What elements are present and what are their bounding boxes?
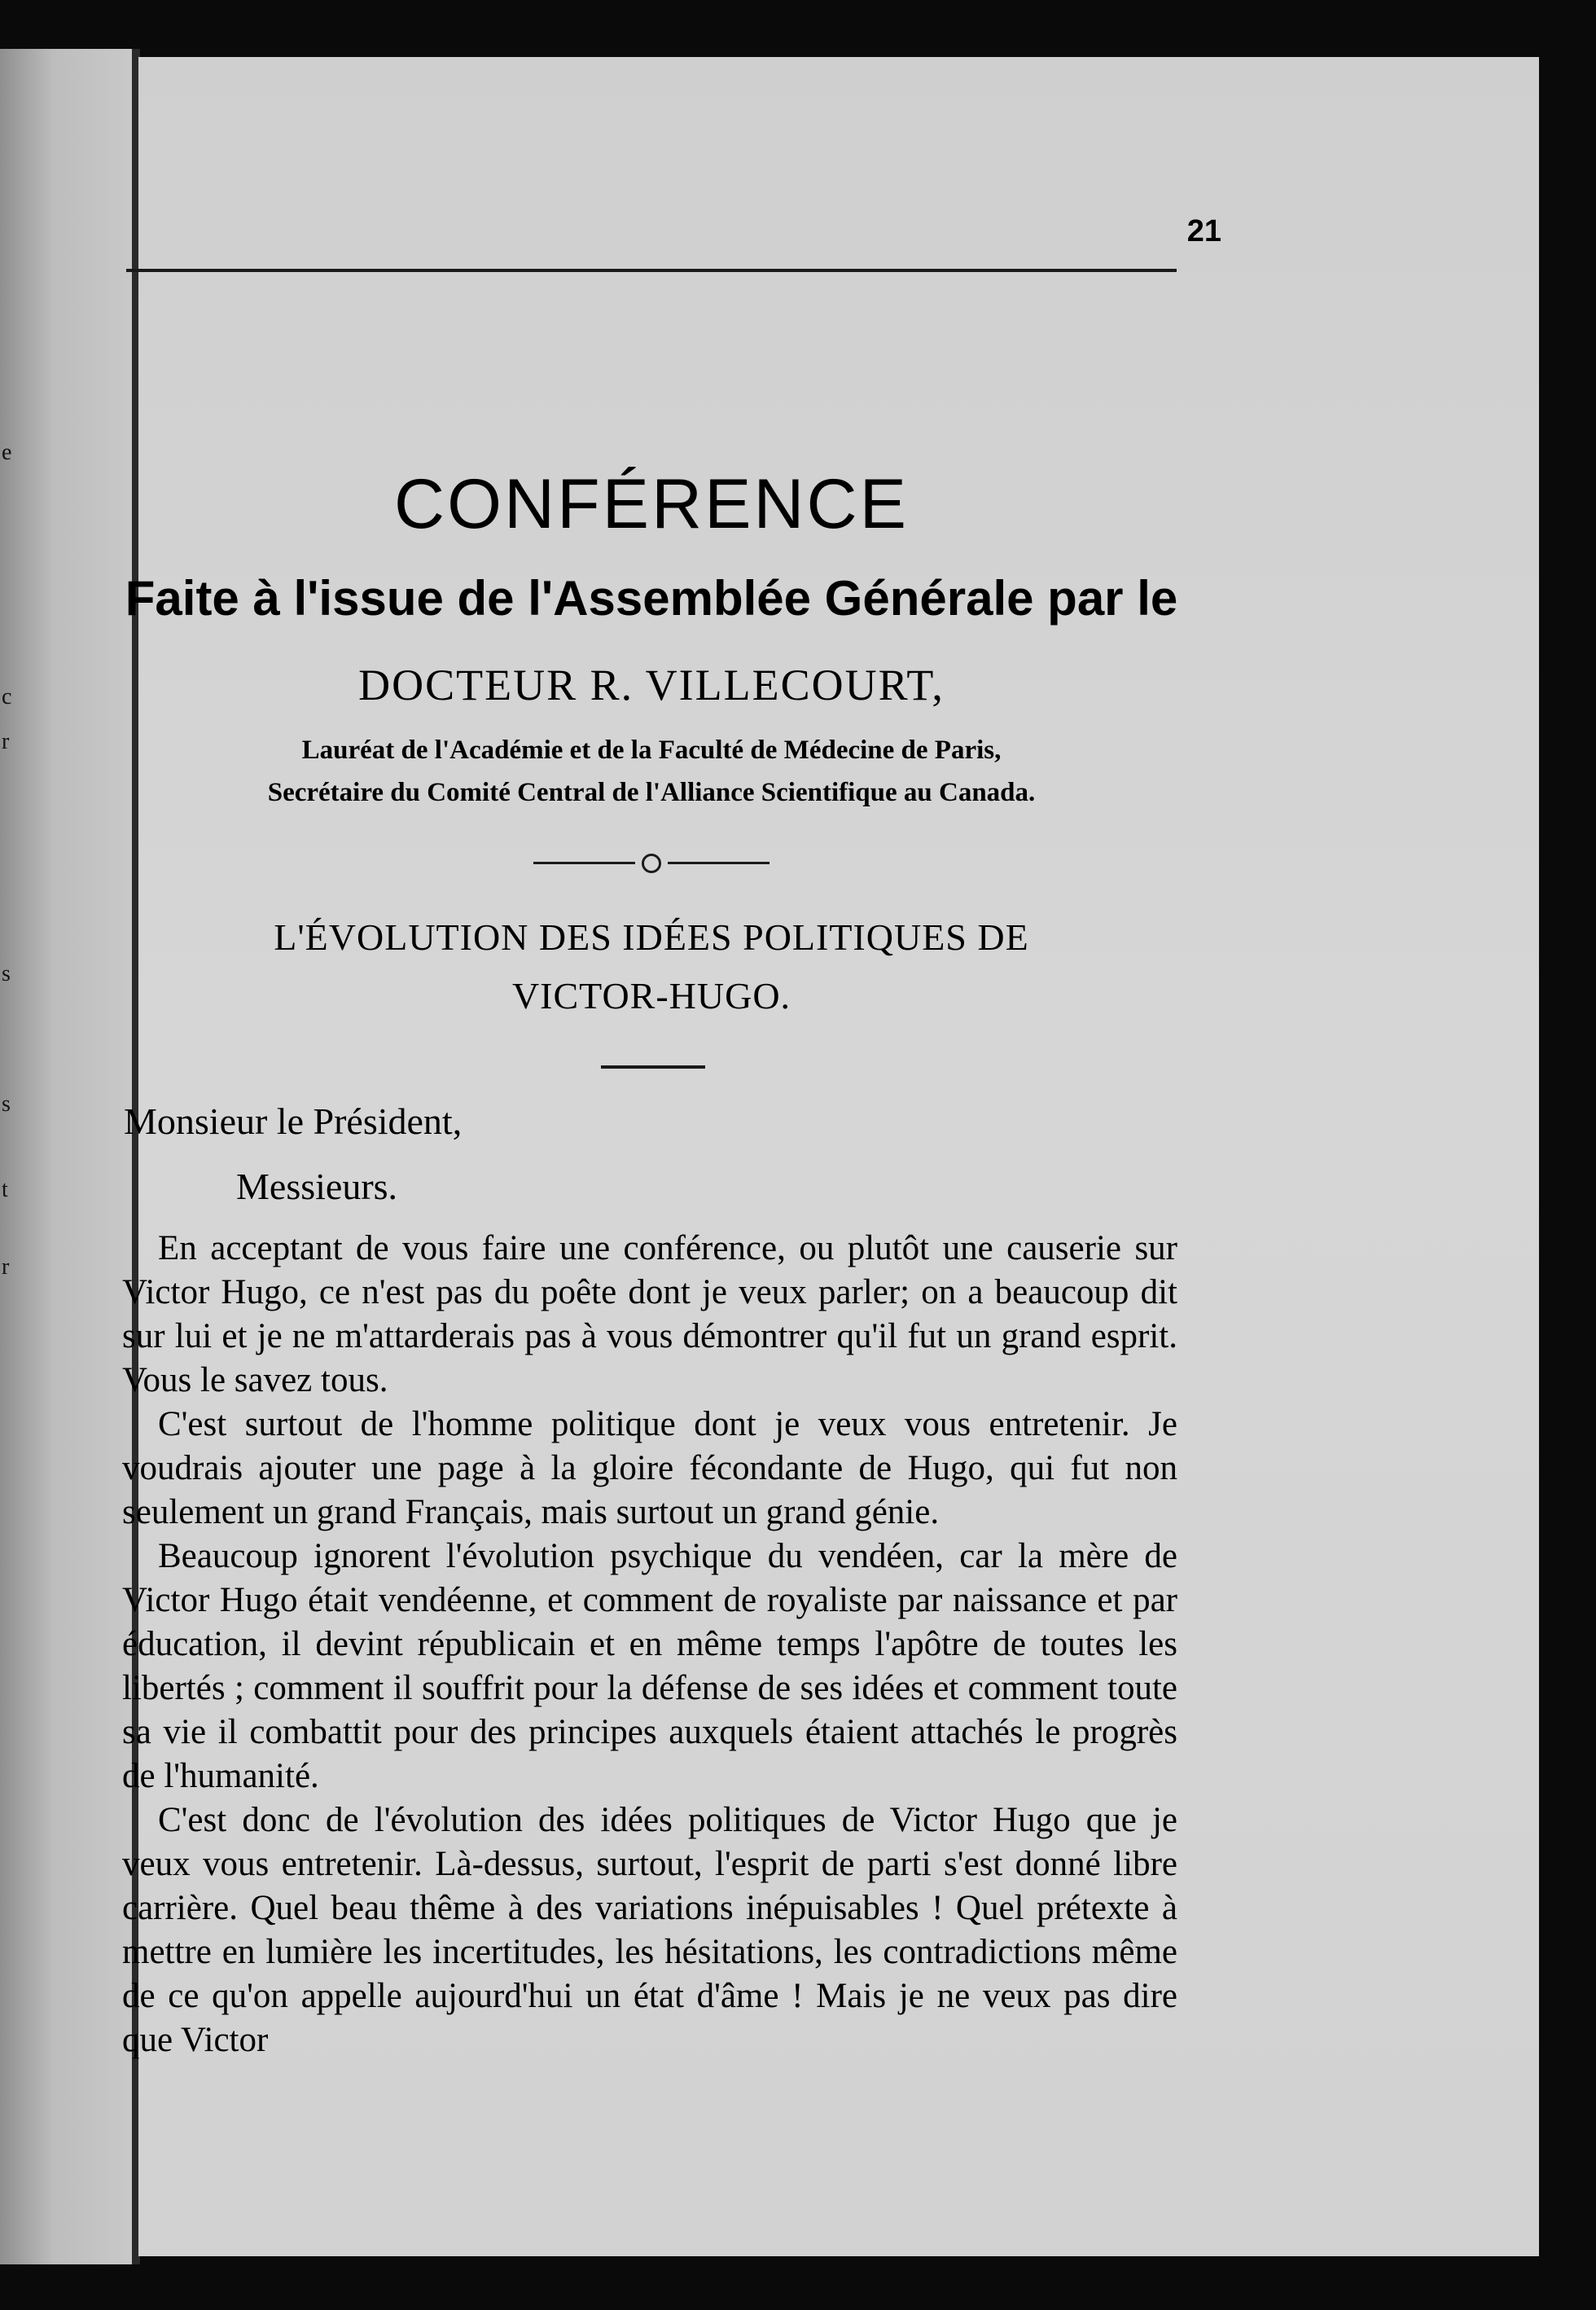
section-title-line: VICTOR-HUGO. <box>511 975 791 1017</box>
page-number: 21 <box>1186 214 1221 248</box>
divider-line-right <box>668 862 770 864</box>
adjacent-page-fragments <box>0 49 134 2264</box>
salutation: Monsieur le Président, <box>124 1100 463 1142</box>
fragment: e <box>2 440 12 465</box>
author-name: DOCTEUR R. VILLECOURT, <box>358 661 945 709</box>
divider-circle <box>642 854 661 873</box>
fragment: r <box>2 1254 10 1280</box>
header-rule <box>126 269 1177 272</box>
ornament-divider <box>521 847 782 880</box>
credential-line: Lauréat de l'Académie et de la Faculté de Médecine de Paris, <box>301 736 1002 765</box>
scan-border <box>1539 49 1596 2310</box>
fragment: s <box>2 961 11 986</box>
salutation-secondary: Messieurs. <box>236 1166 398 1207</box>
fragment: r <box>2 729 10 754</box>
document-title: CONFÉRENCE <box>393 465 910 543</box>
fragment: c <box>2 684 12 709</box>
section-title <box>122 908 1181 1025</box>
paragraph: En acceptant de vous faire une conférence, ou plutôt une causerie sur Victor Hugo, ce n'est pas du poête dont je veux parler; on a beaucoup dit sur lui et je ne m'attarderais pas à vous démontrer qu'il fut un grand esprit. Vous le savez tous. <box>122 1229 1177 1399</box>
document-subtitle: Faite à l'issue de l'Assemblée Générale par le <box>125 571 1178 626</box>
paragraph: C'est surtout de l'homme politique dont je veux vous entretenir. Je voudrais ajouter une page à la gloire fécondante de Hugo, qui fut non seulement un grand Français, mais surtout un grand génie. <box>122 1405 1177 1531</box>
divider-line-left <box>533 862 635 864</box>
section-title-line: L'ÉVOLUTION DES IDÉES POLITIQUES DE <box>274 916 1029 958</box>
credential-line: Secrétaire du Comité Central de l'Alliance Scientifique au Canada. <box>267 778 1036 807</box>
author-credentials <box>122 729 1181 814</box>
paragraph: C'est donc de l'évolution des idées politiques de Victor Hugo que je veux vous entretenir. Là-dessus, surtout, l'esprit de parti s'est donné libre carrière. Quel beau thême à des variations inépuisables ! Quel prétexte à mettre en lumière les incertitudes, les hésitations, les contradictions même de ce qu'on appelle aujourd'hui un état d'âme ! Mais je ne veux pas dire que Victor <box>122 1801 1177 2059</box>
paragraph: Beaucoup ignorent l'évolution psychique du vendéen, car la mère de Victor Hugo était vendéenne, et comment de royaliste par naissance et par éducation, il devint républicain et en même temps l'apôtre de toutes les libertés ; comment il souffrit pour la défense de ses idées et comment toute sa vie il combattit pour des principes auxquels étaient attachés le progrès de l'humanité. <box>122 1537 1177 1795</box>
fragment: t <box>2 1177 8 1202</box>
fragment: s <box>2 1091 11 1117</box>
section-rule <box>601 1065 705 1069</box>
body-text <box>122 1227 1177 2062</box>
